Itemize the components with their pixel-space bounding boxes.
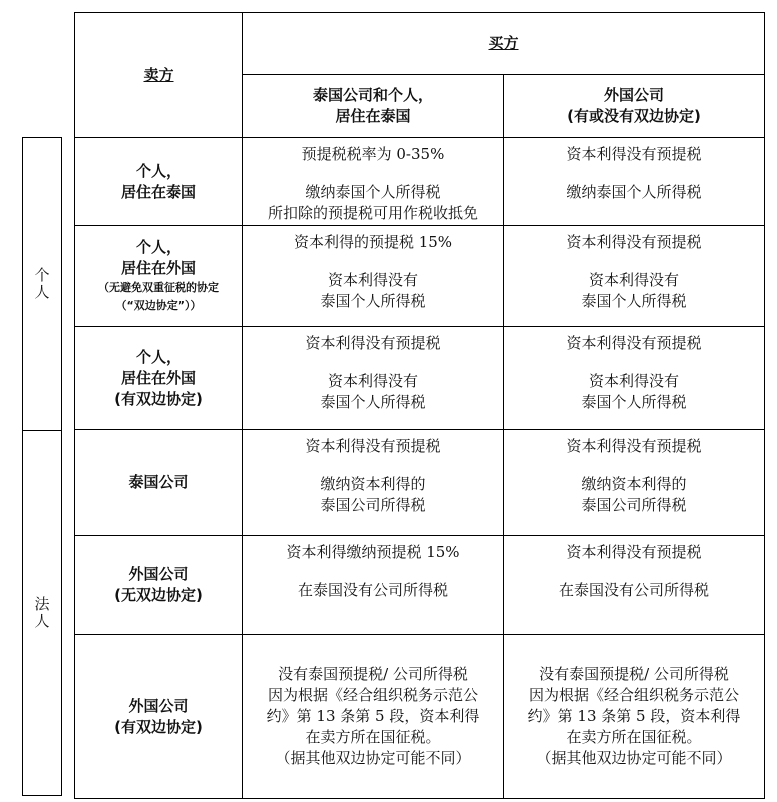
seller-line: 外国公司	[128, 696, 189, 715]
seller-cell	[75, 635, 243, 799]
group-legal-entity	[22, 430, 62, 796]
cell-line: 资本利得没有预提税	[305, 437, 441, 455]
cell-line: 泰国公司所得税	[320, 496, 426, 514]
seller-line: 居住在外国	[120, 259, 196, 277]
cell-line: 资本利得没有	[327, 271, 418, 289]
table-row	[75, 327, 765, 430]
cell-line: 所扣除的预提税可用作税收抵免	[267, 204, 478, 222]
cell-line: 在卖方所在国征税。	[566, 728, 702, 746]
seller-cell	[75, 536, 243, 635]
seller-cell	[75, 138, 243, 226]
cell-line: 资本利得没有	[589, 271, 680, 289]
header-buyer: 买方	[488, 34, 519, 52]
seller-line: (有双边协定)	[114, 389, 203, 408]
cell-thai-buyer	[243, 635, 504, 799]
cell-thai-buyer	[243, 430, 504, 536]
seller-line: 个人，	[135, 238, 181, 256]
seller-line: 个人，	[135, 161, 181, 180]
seller-cell	[75, 430, 243, 536]
header-seller-cell	[75, 13, 243, 138]
cell-foreign-buyer	[504, 226, 765, 327]
cell-line: 泰国个人所得税	[320, 393, 426, 411]
seller-line: 个人，	[135, 347, 181, 366]
cell-line: 资本利得没有预提税	[566, 334, 702, 352]
cell-line: 泰国个人所得税	[581, 393, 687, 411]
cell-line: 资本利得没有预提税	[305, 334, 441, 352]
group-legal-entity-label: 法人	[32, 596, 51, 630]
cell-line: 泰国个人所得税	[320, 292, 426, 310]
seller-cell	[75, 327, 243, 430]
seller-line: 外国公司	[128, 565, 189, 583]
cell-line: 资本利得缴纳预提税 15%	[286, 543, 460, 561]
cell-thai-buyer	[243, 536, 504, 635]
seller-cell	[75, 226, 243, 327]
cell-foreign-buyer	[504, 430, 765, 536]
cell-line: （据其他双边协定可能不同）	[275, 749, 471, 767]
seller-note: （无避免双重征税的协定	[98, 281, 219, 294]
cell-line: 在泰国没有公司所得税	[297, 581, 448, 599]
seller-line: (有双边协定)	[114, 717, 203, 736]
cell-foreign-buyer	[504, 635, 765, 799]
header-buyer-cell	[243, 13, 765, 75]
cell-line: 资本利得的预提税 15%	[293, 233, 453, 251]
seller-line: 居住在泰国	[120, 182, 196, 201]
table-row	[75, 536, 765, 635]
header-buyer-thai-line2: 居住在泰国	[335, 107, 411, 125]
cell-line: 因为根据《经合组织税务示范公	[267, 686, 478, 704]
header-buyer-foreign-line2: (有或没有双边协定)	[567, 107, 701, 125]
cell-line: 泰国个人所得税	[581, 292, 687, 310]
cell-thai-buyer	[243, 138, 504, 226]
cell-line: 约》第 13 条第 5 段，资本利得	[266, 707, 480, 725]
tax-table	[74, 12, 765, 799]
cell-line: 缴纳泰国个人所得税	[566, 183, 702, 201]
seller-note: （“双边协定”））	[115, 299, 202, 312]
header-seller: 卖方	[143, 65, 174, 84]
seller-line: (无双边协定)	[114, 586, 203, 604]
group-individual-label: 个人	[32, 267, 51, 301]
group-individual	[22, 137, 62, 431]
header-buyer-thai-line1: 泰国公司和个人，	[312, 86, 433, 104]
cell-thai-buyer	[243, 327, 504, 430]
cell-foreign-buyer	[504, 536, 765, 635]
cell-foreign-buyer	[504, 327, 765, 430]
cell-line: （据其他双边协定可能不同）	[536, 749, 732, 767]
table-row	[75, 226, 765, 327]
cell-line: 因为根据《经合组织税务示范公	[529, 686, 740, 704]
cell-thai-buyer	[243, 226, 504, 327]
cell-line: 资本利得没有预提税	[566, 437, 702, 455]
cell-line: 资本利得没有	[589, 372, 680, 390]
cell-line: 缴纳泰国个人所得税	[305, 183, 441, 201]
cell-line: 资本利得没有预提税	[566, 233, 702, 251]
header-buyer-thai	[243, 75, 504, 138]
cell-foreign-buyer	[504, 138, 765, 226]
cell-line: 缴纳资本利得的	[581, 475, 687, 493]
cell-line: 没有泰国预提税/ 公司所得税	[278, 665, 468, 683]
table-row	[75, 430, 765, 536]
cell-line: 预提税税率为 0-35%	[301, 145, 445, 163]
cell-line: 泰国公司所得税	[581, 496, 687, 514]
seller-line: 居住在外国	[120, 368, 196, 387]
cell-line: 缴纳资本利得的	[320, 475, 426, 493]
table-row	[75, 138, 765, 226]
cell-line: 资本利得没有预提税	[566, 543, 702, 561]
cell-line: 没有泰国预提税/ 公司所得税	[539, 665, 729, 683]
header-buyer-foreign-line1: 外国公司	[604, 86, 665, 104]
seller-line: 泰国公司	[128, 473, 189, 491]
header-buyer-foreign	[504, 75, 765, 138]
cell-line: 资本利得没有预提税	[566, 145, 702, 163]
cell-line: 约》第 13 条第 5 段，资本利得	[527, 707, 741, 725]
cell-line: 在泰国没有公司所得税	[559, 581, 710, 599]
cell-line: 在卖方所在国征税。	[305, 728, 441, 746]
table-row	[75, 635, 765, 799]
cell-line: 资本利得没有	[327, 372, 418, 390]
